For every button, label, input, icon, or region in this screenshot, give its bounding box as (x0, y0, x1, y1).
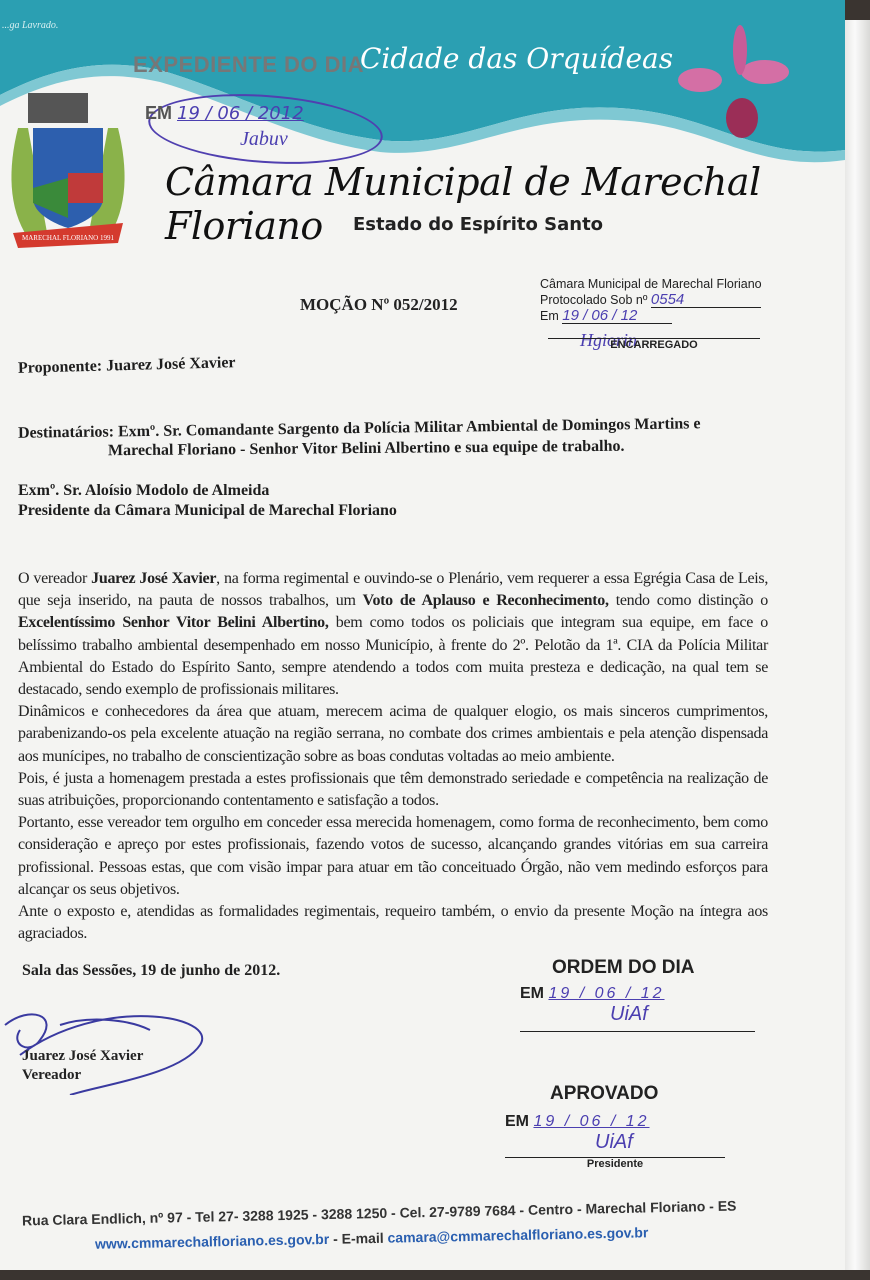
footer-address: Rua Clara Endlich, nº 97 - Tel 27- 3288 1925 - 3288 1250 - Cel. 27-9789 7684 - Centro - Marechal Floriano - ES (21, 1197, 737, 1229)
institution-name: Câmara Municipal de Marechal Floriano (165, 160, 761, 248)
svg-text:MARECHAL FLORIANO 1991: MARECHAL FLORIANO 1991 (22, 234, 114, 242)
coat-of-arms-icon (8, 88, 128, 258)
destinatarios-line-2: Marechal Floriano - Senhor Vitor Belini Albertino e sua equipe de trabalho. (107, 437, 625, 460)
document-body (18, 568, 768, 945)
stamp-signature: Jabuv (240, 128, 288, 150)
email-link[interactable]: camara@cmmarechalfloriano.es.gov.br (387, 1224, 649, 1246)
slogan: Cidade das Orquídeas (360, 42, 674, 75)
place-date: Sala das Sessões, 19 de junho de 2012. (22, 962, 281, 979)
paragraph-5: Ante o exposto e, atendidas as formalidades regimentais, requeiro também, o envio da presente Moção na íntegra aos agraciados. (18, 903, 768, 943)
expediente-stamp: EXPEDIENTE DO DIA (133, 52, 364, 77)
tagline: ...ga Lavrado. (2, 20, 59, 31)
website-link[interactable]: www.cmmarechalfloriano.es.gov.br (94, 1230, 330, 1252)
page-stack-edge (845, 20, 870, 1270)
document-title: MOÇÃO Nº 052/2012 (300, 295, 458, 314)
paragraph-2: Dinâmicos e conhecedores da área que atuam, merecem acima de qualquer elogio, os mais sinceros cumprimentos, parabenizando-os pela excelente atuação na região serrana, no combate dos crimes ambientais e pela atenção dispensada aos munícipes, no trabalho de conscientização sobre as boas condutas voltadas ao meio ambiente. (18, 703, 768, 765)
destinatarios-line-1: Destinatários: Exmº. Sr. Comandante Sargento da Polícia Militar Ambiental de Domingos Martins e (17, 415, 701, 442)
paragraph-1: O vereador Juarez José Xavier, na forma regimental e ouvindo-se o Plenário, vem requerer a essa Egrégia Casa de Leis, que seja inserido, na pauta de nossos trabalhos, um Voto de Aplauso e Reconhecimento, tendo como distinção o Excelentíssimo Senhor Vitor Belini Albertino, bem como todos os policiais que integram sua equipe, em face o belíssimo trabalho ambiental desempenhado em nosso Município, à frente do 2º. Pelotão da 1ª. CIA da Polícia Militar Ambiental do Estado do Espírito Santo, sempre atendendo a todos com muita presteza e dedicação, na qual tem se destacado, sendo exemplo de profissionais militares. (18, 570, 769, 699)
paragraph-4: Portanto, esse vereador tem orgulho em conceder essa merecida homenagem, como forma de reconhecimento, bem como consideração e apreço por estes profissionais, fazendo votos de sucesso, alcançando grandes vitórias em sua carreira profissional. Pessoas estas, que com visão impar para atuar em tão conceituado Órgão, não vem medindo esforços para alcançar os seus objetivos. (18, 814, 768, 898)
paragraph-3: Pois, é justa a homenagem prestada a estes profissionais que têm demonstrado seriedade e competência na realização de suas atribuições, proporcionando contentamento e satisfação a todos. (18, 769, 768, 810)
signer: Juarez José Xavier Vereador (22, 1048, 144, 1083)
aprovado-stamp: APROVADO EM 19 / 06 / 12 UiAf Presidente (505, 1083, 725, 1170)
addressee-line-2: Presidente da Câmara Municipal de Marechal Floriano (18, 502, 397, 519)
protocol-role: ENCARREGADO (548, 338, 760, 351)
expediente-date: EM 19 / 06 / 2012 (145, 103, 304, 124)
state-name: Estado do Espírito Santo (353, 214, 604, 235)
proponente: Proponente: Juarez José Xavier (17, 354, 236, 377)
ordem-do-dia-stamp: ORDEM DO DIA EM 19 / 06 / 12 UiAf (520, 957, 755, 1032)
footer-contact: www.cmmarechalfloriano.es.gov.br - E-mail camara@cmmarechalfloriano.es.gov.br (94, 1224, 649, 1252)
protocol-signature: Hgiorin (580, 330, 638, 350)
protocol-stamp: Câmara Municipal de Marechal Floriano Protocolado Sob nº 0554 Em 19 / 06 / 12 (540, 277, 762, 324)
addressee-line-1: Exmº. Sr. Aloísio Modolo de Almeida (18, 482, 270, 499)
